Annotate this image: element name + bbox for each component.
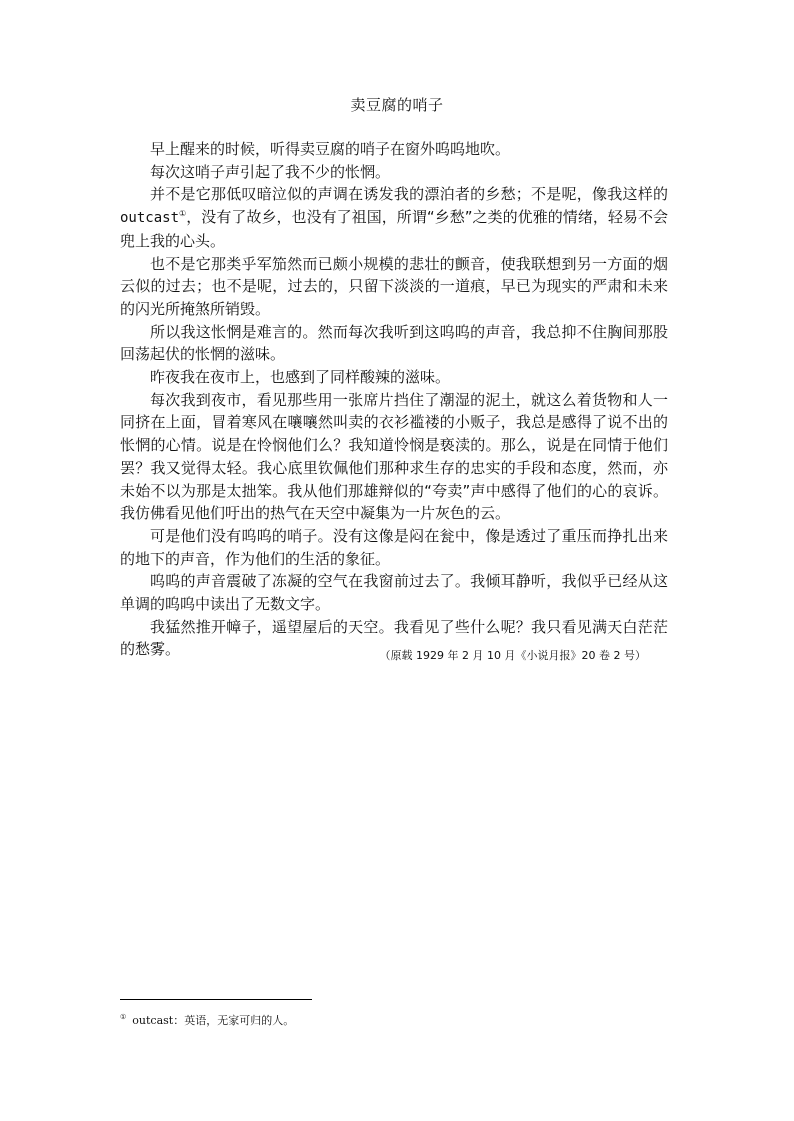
footnote-reference[interactable]: ①	[179, 209, 187, 219]
paragraph-2: 每次这哨子声引起了我不少的怅惘。	[150, 162, 391, 181]
source-citation: （原载 1929 年 2 月 10 月《小说月报》20 卷 2 号）	[379, 649, 646, 662]
footnote-text: ：英语，无家可归的人。	[173, 1014, 295, 1027]
paragraph-8: 可是他们没有呜呜的哨子。没有这像是闷在瓮中，像是透过了重压而挣扎出来的地下的声音，作为他们的生活的象征。	[120, 526, 668, 568]
paragraph-4: 也不是它那类乎军笳然而已颇小规模的悲壮的颤音，使我联想到另一方面的烟云似的过去；也不是呢，过去的，只留下淡淡的一道痕，早已为现实的严肃和未来的闪光所掩煞所销毁。	[120, 254, 668, 318]
footnote-mark: ①	[120, 1013, 127, 1022]
footnote	[120, 1013, 294, 1029]
article-body	[120, 138, 668, 661]
paragraph-6: 昨夜我在夜市上，也感到了同样酸辣的滋味。	[150, 368, 451, 387]
paragraph-3	[120, 183, 668, 252]
paragraph-7: 每次我到夜市，看见那些用一张席片挡住了潮湿的泥土，就这么着货物和人一同挤在上面，冒着寒风在嚷嚷然叫卖的衣衫褴褛的小贩子，我总是感得了说不出的怅惘的心情。说是在怜悯他们么？我知道怜悯是亵渎的。那么，说是在同情于他们罢？我又觉得太轻。我心底里钦佩他们那种求生存的忠实的手段和态度，然而，亦未始不以为那是太拙笨。我从他们那雄辩似的“夸卖”声中感得了他们的心的哀诉。我仿佛看见他们吁出的热气在天空中凝集为一片灰色的云。	[120, 390, 668, 523]
paragraph-10: 我猛然推开幛子，遥望屋后的天空。我看见了些什么呢？我只看见满天白茫茫的愁雾。	[120, 617, 668, 659]
paragraph-9: 呜呜的声音震破了冻凝的空气在我窗前过去了。我倾耳静听，我似乎已经从这单调的呜呜中读出了无数文字。	[120, 572, 668, 614]
footnote-divider	[120, 999, 312, 1000]
article-title: 卖豆腐的哨子	[350, 96, 444, 114]
outcast-term: outcast	[120, 210, 180, 227]
paragraph-1: 早上醒来的时候，听得卖豆腐的哨子在窗外呜呜地吹。	[150, 140, 511, 158]
paragraph-5: 所以我这怅惘是难言的。然而每次我听到这呜呜的声音，我总抑不住胸间那股回荡起伏的怅惘的滋味。	[120, 322, 668, 364]
paragraph-3-before: 并不是它那低叹暗泣似的声调在诱发我的漂泊者的乡愁；不是呢，像我这样的	[150, 185, 668, 204]
footnote-term: outcast	[132, 1014, 174, 1027]
paragraph-3-after: ，没有了故乡，也没有了祖国，所谓“乡愁”之类的优雅的情绪，轻易不会兜上我的心头。	[120, 208, 669, 250]
